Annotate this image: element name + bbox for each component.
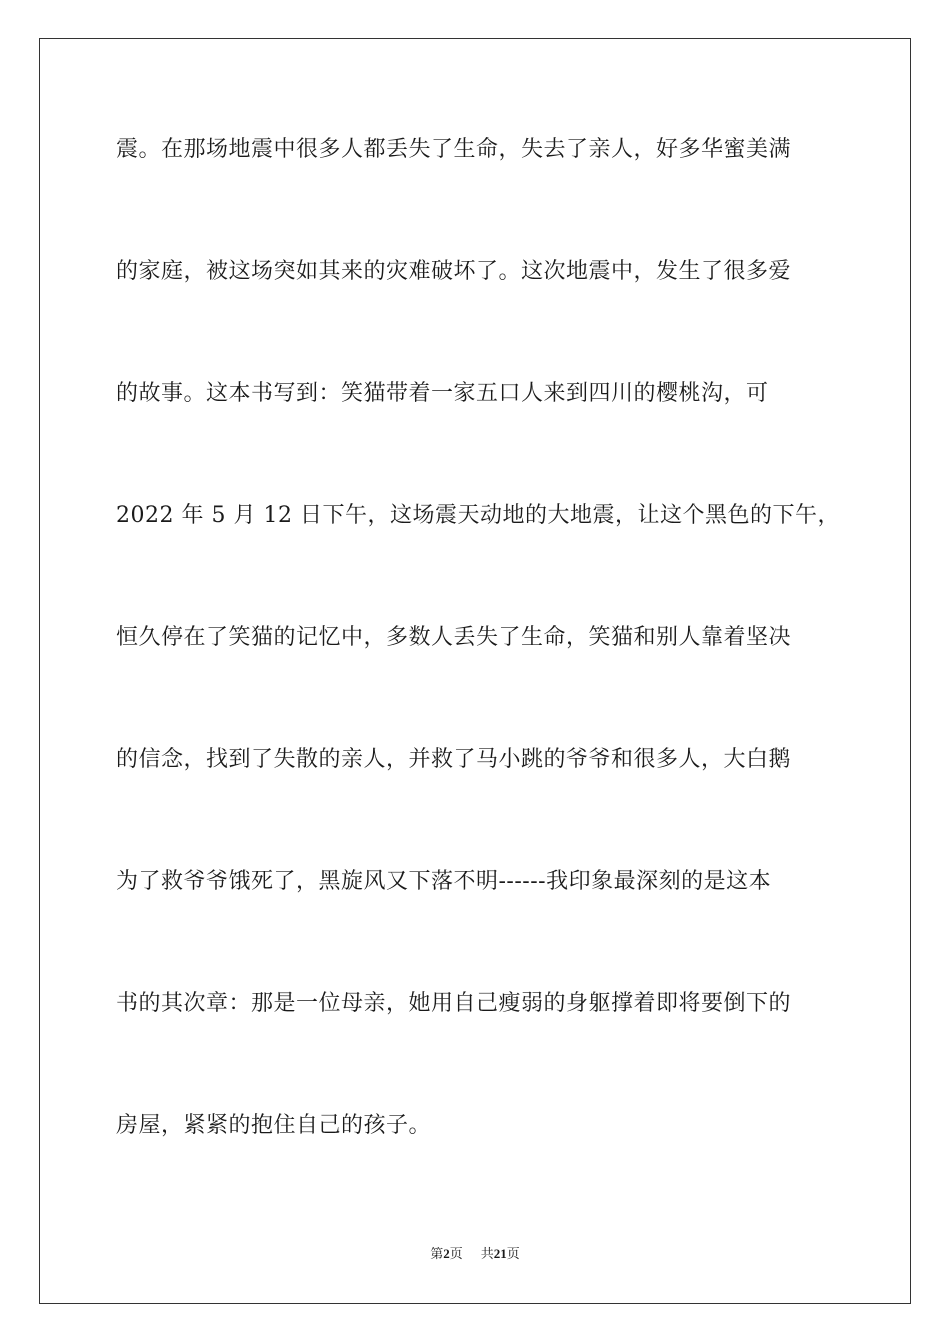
body-text <box>116 128 856 1226</box>
text-line: 的故事。这本书写到：笑猫带着一家五口人来到四川的樱桃沟，可 <box>116 381 769 406</box>
text-line: 房屋，紧紧的抱住自己的孩子。 <box>116 1113 432 1138</box>
page-suffix: 页 <box>449 1247 463 1262</box>
text-line: 的信念，找到了失散的亲人，并救了马小跳的爷爷和很多人，大白鹅 <box>116 747 792 772</box>
total-suffix: 页 <box>506 1247 520 1262</box>
text-line: 恒久停在了笑猫的记忆中，多数人丢失了生命，笑猫和别人靠着坚决 <box>116 625 792 650</box>
text-line: 2022 年 5 月 12 日下午，这场震天动地的大地震，让这个黑色的下午， <box>116 503 840 528</box>
text-line: 震。在那场地震中很多人都丢失了生命，失去了亲人，好多华蜜美满 <box>116 137 792 162</box>
text-line: 的家庭，被这场突如其来的灾难破坏了。这次地震中，发生了很多爱 <box>116 259 792 284</box>
total-prefix: 共 <box>480 1247 494 1262</box>
page-prefix: 第 <box>430 1247 444 1262</box>
page-number: 2 <box>443 1246 450 1261</box>
text-line: 书的其次章：那是一位母亲，她用自己瘦弱的身躯撑着即将要倒下的 <box>116 991 792 1016</box>
total-pages: 21 <box>493 1246 507 1261</box>
page-footer <box>0 1243 950 1262</box>
text-line: 为了救爷爷饿死了，黑旋风又下落不明------我印象最深刻的是这本 <box>116 869 772 894</box>
